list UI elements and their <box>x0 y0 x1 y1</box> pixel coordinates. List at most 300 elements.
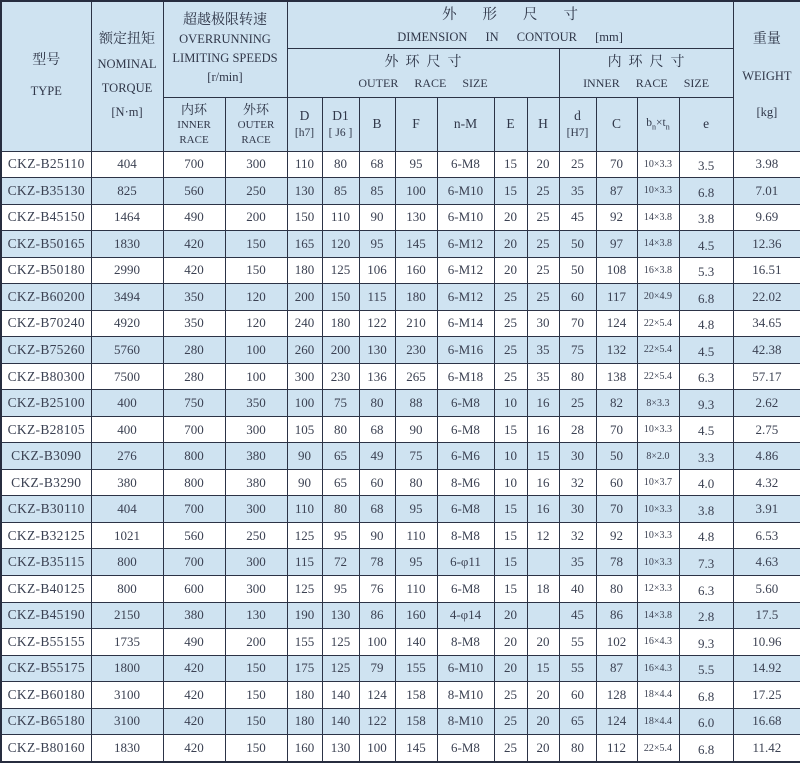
weight-cell: 16.68 <box>733 708 800 735</box>
bn_tn-cell: 18×4.4 <box>637 708 679 735</box>
col-header-inner-race-size <box>559 48 733 97</box>
n_M-cell: 6-M10 <box>437 178 494 205</box>
D1-cell: 65 <box>322 469 359 496</box>
type-cell: CKZ-B30110 <box>1 496 91 523</box>
bn_tn-cell: 16×4.3 <box>637 629 679 656</box>
inner_race_speed-cell: 350 <box>163 310 225 337</box>
table-row <box>1 576 800 603</box>
bn_tn-cell: 20×4.9 <box>637 284 679 311</box>
B-cell: 90 <box>359 204 395 231</box>
table-row <box>1 443 800 470</box>
bn_tn-cell: 22×5.4 <box>637 735 679 762</box>
e-cell: 7.3 <box>679 549 733 576</box>
E-cell: 25 <box>494 337 527 364</box>
B-cell: 100 <box>359 629 395 656</box>
n_M-cell: 8-M8 <box>437 629 494 656</box>
table-row <box>1 416 800 443</box>
d-cell: 55 <box>559 655 596 682</box>
E-cell: 20 <box>494 257 527 284</box>
table-body <box>1 151 800 762</box>
C-cell: 50 <box>596 443 637 470</box>
inner_race_speed-cell: 280 <box>163 337 225 364</box>
F-cell: 140 <box>395 629 437 656</box>
C-cell: 70 <box>596 416 637 443</box>
n_M-cell: 6-M16 <box>437 337 494 364</box>
type-cell: CKZ-B60200 <box>1 284 91 311</box>
speeds-label-cn: 超越极限转速 <box>183 13 267 29</box>
D-cell: 200 <box>287 284 322 311</box>
speeds-label-en1: OVERRUNNING <box>179 32 271 47</box>
H-cell: 16 <box>527 416 559 443</box>
table-row <box>1 735 800 762</box>
dimension-label-cn: 外形尺寸 <box>442 6 605 23</box>
outer_race_speed-cell: 300 <box>225 151 287 178</box>
e-cell: 4.8 <box>679 522 733 549</box>
D1-cell: 80 <box>322 496 359 523</box>
type-cell: CKZ-B70240 <box>1 310 91 337</box>
e-cell: 5.3 <box>679 257 733 284</box>
col-header-nM: n-M <box>437 97 494 151</box>
bn_tn-cell: 10×3.7 <box>637 469 679 496</box>
nominal_torque-cell: 3100 <box>91 682 163 709</box>
d-cell: 30 <box>559 496 596 523</box>
B-cell: 122 <box>359 310 395 337</box>
H-cell: 25 <box>527 257 559 284</box>
outer_race_speed-cell: 300 <box>225 496 287 523</box>
bn_tn-cell: 10×3.3 <box>637 178 679 205</box>
n_M-cell: 6-M8 <box>437 576 494 603</box>
E-cell: 25 <box>494 708 527 735</box>
type-cell: CKZ-B50180 <box>1 257 91 284</box>
D-cell: 105 <box>287 416 322 443</box>
col-header-speeds <box>163 1 287 97</box>
D1-cell: 85 <box>322 178 359 205</box>
e-cell: 3.3 <box>679 443 733 470</box>
weight-cell: 42.38 <box>733 337 800 364</box>
weight-cell: 3.91 <box>733 496 800 523</box>
B-cell: 106 <box>359 257 395 284</box>
B-cell: 85 <box>359 178 395 205</box>
D1-cell: 72 <box>322 549 359 576</box>
D-cell: 100 <box>287 390 322 417</box>
e-cell: 5.5 <box>679 655 733 682</box>
outer_race_speed-cell: 200 <box>225 204 287 231</box>
D-cell: 260 <box>287 337 322 364</box>
D-cell: 175 <box>287 655 322 682</box>
bn_tn-cell: 16×4.3 <box>637 655 679 682</box>
D-cell: 110 <box>287 151 322 178</box>
E-cell: 20 <box>494 629 527 656</box>
outer_race_speed-cell: 250 <box>225 178 287 205</box>
weight-unit: [kg] <box>756 105 778 120</box>
B-cell: 86 <box>359 602 395 629</box>
C-cell: 70 <box>596 496 637 523</box>
weight-cell: 6.53 <box>733 522 800 549</box>
outer_race_speed-cell: 150 <box>225 708 287 735</box>
H-cell: 25 <box>527 204 559 231</box>
e-cell: 4.0 <box>679 469 733 496</box>
H-cell: 35 <box>527 363 559 390</box>
nominal_torque-cell: 5760 <box>91 337 163 364</box>
F-cell: 160 <box>395 257 437 284</box>
D1-cell: 140 <box>322 682 359 709</box>
D-cell: 240 <box>287 310 322 337</box>
H-cell: 35 <box>527 337 559 364</box>
outer_race_speed-cell: 250 <box>225 522 287 549</box>
col-header-D1: D1 [ J6 ] <box>322 97 359 151</box>
weight-cell: 3.98 <box>733 151 800 178</box>
outer_race_speed-cell: 150 <box>225 735 287 762</box>
col-header-C: C <box>596 97 637 151</box>
inner_race_speed-cell: 700 <box>163 496 225 523</box>
bn_tn-cell: 10×3.3 <box>637 549 679 576</box>
D-cell: 90 <box>287 469 322 496</box>
D-cell: 110 <box>287 496 322 523</box>
type-cell: CKZ-B60180 <box>1 682 91 709</box>
bn_tn-cell: 22×5.4 <box>637 337 679 364</box>
e-cell: 6.8 <box>679 178 733 205</box>
D-cell: 115 <box>287 549 322 576</box>
col-header-H: H <box>527 97 559 151</box>
d-cell: 60 <box>559 284 596 311</box>
e-cell: 6.0 <box>679 708 733 735</box>
C-cell: 117 <box>596 284 637 311</box>
F-cell: 110 <box>395 576 437 603</box>
weight-cell: 2.75 <box>733 416 800 443</box>
speeds-unit: [r/min] <box>207 70 243 85</box>
type-cell: CKZ-B3090 <box>1 443 91 470</box>
bn_tn-cell: 14×3.8 <box>637 231 679 258</box>
inner_race_speed-cell: 800 <box>163 469 225 496</box>
C-cell: 78 <box>596 549 637 576</box>
type-cell: CKZ-B55175 <box>1 655 91 682</box>
d-cell: 55 <box>559 629 596 656</box>
e-cell: 6.8 <box>679 682 733 709</box>
D1-cell: 75 <box>322 390 359 417</box>
inner_race_speed-cell: 700 <box>163 151 225 178</box>
torque-label-en1: NOMINAL <box>97 57 157 72</box>
C-cell: 124 <box>596 708 637 735</box>
nominal_torque-cell: 1735 <box>91 629 163 656</box>
D1-cell: 180 <box>322 310 359 337</box>
n_M-cell: 8-M10 <box>437 708 494 735</box>
d-cell: 70 <box>559 310 596 337</box>
D1-cell: 130 <box>322 602 359 629</box>
e-cell: 4.5 <box>679 416 733 443</box>
d-cell: 60 <box>559 682 596 709</box>
outer_race_speed-cell: 150 <box>225 655 287 682</box>
D1-cell: 95 <box>322 576 359 603</box>
bn_tn-cell: 16×3.8 <box>637 257 679 284</box>
B-cell: 78 <box>359 549 395 576</box>
D1-cell: 140 <box>322 708 359 735</box>
nominal_torque-cell: 7500 <box>91 363 163 390</box>
inner_race_speed-cell: 420 <box>163 735 225 762</box>
E-cell: 15 <box>494 496 527 523</box>
col-header-dimension <box>287 1 733 48</box>
d-cell: 30 <box>559 443 596 470</box>
n_M-cell: 4-φ14 <box>437 602 494 629</box>
n_M-cell: 6-M10 <box>437 655 494 682</box>
D-cell: 165 <box>287 231 322 258</box>
C-cell: 97 <box>596 231 637 258</box>
n_M-cell: 8-M10 <box>437 682 494 709</box>
D-cell: 160 <box>287 735 322 762</box>
weight-cell: 4.63 <box>733 549 800 576</box>
inner_race_speed-cell: 600 <box>163 576 225 603</box>
H-cell: 30 <box>527 310 559 337</box>
C-cell: 87 <box>596 178 637 205</box>
D-cell: 190 <box>287 602 322 629</box>
D1-cell: 65 <box>322 443 359 470</box>
d-cell: 35 <box>559 178 596 205</box>
outer_race_speed-cell: 150 <box>225 257 287 284</box>
inner-size-label-cn: 内环尺寸 <box>607 55 692 70</box>
n_M-cell: 6-M18 <box>437 363 494 390</box>
e-cell: 9.3 <box>679 629 733 656</box>
e-cell: 3.8 <box>679 496 733 523</box>
C-cell: 80 <box>596 576 637 603</box>
inner-race-label-en1: INNER <box>177 118 211 131</box>
inner_race_speed-cell: 560 <box>163 178 225 205</box>
outer-size-label-en: OUTER RACE SIZE <box>358 76 488 90</box>
D-cell: 90 <box>287 443 322 470</box>
col-header-D: D [h7] <box>287 97 322 151</box>
E-cell: 10 <box>494 443 527 470</box>
bn_tn-cell: 8×3.3 <box>637 390 679 417</box>
table-row <box>1 151 800 178</box>
inner_race_speed-cell: 420 <box>163 655 225 682</box>
outer_race_speed-cell: 300 <box>225 576 287 603</box>
col-header-d: d [H7] <box>559 97 596 151</box>
type-cell: CKZ-B45150 <box>1 204 91 231</box>
E-cell: 10 <box>494 469 527 496</box>
F-cell: 130 <box>395 204 437 231</box>
weight-cell: 57.17 <box>733 363 800 390</box>
D1-cell: 200 <box>322 337 359 364</box>
C-cell: 112 <box>596 735 637 762</box>
nominal_torque-cell: 404 <box>91 496 163 523</box>
n_M-cell: 6-M8 <box>437 496 494 523</box>
table-row <box>1 522 800 549</box>
B-cell: 68 <box>359 151 395 178</box>
F-cell: 110 <box>395 522 437 549</box>
D1-cell: 80 <box>322 416 359 443</box>
col-header-type <box>1 1 91 151</box>
e-cell: 6.8 <box>679 284 733 311</box>
F-cell: 95 <box>395 151 437 178</box>
outer_race_speed-cell: 150 <box>225 231 287 258</box>
d-cell: 80 <box>559 735 596 762</box>
type-cell: CKZ-B28105 <box>1 416 91 443</box>
outer_race_speed-cell: 200 <box>225 629 287 656</box>
E-cell: 25 <box>494 310 527 337</box>
type-cell: CKZ-B80300 <box>1 363 91 390</box>
type-cell: CKZ-B25110 <box>1 151 91 178</box>
type-label-cn: 型号 <box>32 53 61 69</box>
d-cell: 28 <box>559 416 596 443</box>
inner_race_speed-cell: 490 <box>163 629 225 656</box>
table-row <box>1 231 800 258</box>
nominal_torque-cell: 380 <box>91 469 163 496</box>
bn_tn-cell: 12×3.3 <box>637 576 679 603</box>
nominal_torque-cell: 800 <box>91 549 163 576</box>
n_M-cell: 8-M6 <box>437 469 494 496</box>
F-cell: 158 <box>395 682 437 709</box>
E-cell: 15 <box>494 522 527 549</box>
F-cell: 158 <box>395 708 437 735</box>
weight-cell: 34.65 <box>733 310 800 337</box>
bn_tn-cell: 14×3.8 <box>637 602 679 629</box>
col-header-torque <box>91 1 163 151</box>
D1-cell: 125 <box>322 257 359 284</box>
type-cell: CKZ-B35115 <box>1 549 91 576</box>
table-row <box>1 363 800 390</box>
H-cell: 25 <box>527 284 559 311</box>
F-cell: 230 <box>395 337 437 364</box>
F-cell: 145 <box>395 231 437 258</box>
e-cell: 4.8 <box>679 310 733 337</box>
bn_tn-cell: 10×3.3 <box>637 496 679 523</box>
outer_race_speed-cell: 350 <box>225 390 287 417</box>
D1-cell: 125 <box>322 655 359 682</box>
D1-cell: 110 <box>322 204 359 231</box>
nominal_torque-cell: 3100 <box>91 708 163 735</box>
H-cell: 20 <box>527 629 559 656</box>
n_M-cell: 6-φ11 <box>437 549 494 576</box>
inner_race_speed-cell: 280 <box>163 363 225 390</box>
n_M-cell: 6-M12 <box>437 231 494 258</box>
outer_race_speed-cell: 380 <box>225 469 287 496</box>
E-cell: 15 <box>494 151 527 178</box>
B-cell: 49 <box>359 443 395 470</box>
n_M-cell: 6-M12 <box>437 284 494 311</box>
D-cell: 130 <box>287 178 322 205</box>
B-cell: 122 <box>359 708 395 735</box>
H-cell: 16 <box>527 469 559 496</box>
D-cell: 180 <box>287 257 322 284</box>
n_M-cell: 8-M8 <box>437 522 494 549</box>
n_M-cell: 6-M8 <box>437 416 494 443</box>
table-row <box>1 602 800 629</box>
col-header-inner-race-speed <box>163 97 225 151</box>
nominal_torque-cell: 276 <box>91 443 163 470</box>
C-cell: 60 <box>596 469 637 496</box>
C-cell: 128 <box>596 682 637 709</box>
weight-cell: 14.92 <box>733 655 800 682</box>
H-cell <box>527 602 559 629</box>
col-header-F: F <box>395 97 437 151</box>
d-cell: 25 <box>559 390 596 417</box>
type-label-en: TYPE <box>30 84 62 99</box>
nominal_torque-cell: 4920 <box>91 310 163 337</box>
n_M-cell: 6-M12 <box>437 257 494 284</box>
H-cell: 25 <box>527 231 559 258</box>
table-row <box>1 337 800 364</box>
weight-cell: 9.69 <box>733 204 800 231</box>
E-cell: 25 <box>494 363 527 390</box>
table-row <box>1 257 800 284</box>
col-header-outer-race-size <box>287 48 559 97</box>
weight-cell: 11.42 <box>733 735 800 762</box>
E-cell: 20 <box>494 231 527 258</box>
bn_tn-cell: 22×5.4 <box>637 363 679 390</box>
E-cell: 25 <box>494 682 527 709</box>
outer_race_speed-cell: 380 <box>225 443 287 470</box>
B-cell: 124 <box>359 682 395 709</box>
n_M-cell: 6-M8 <box>437 151 494 178</box>
type-cell: CKZ-B32125 <box>1 522 91 549</box>
inner_race_speed-cell: 560 <box>163 522 225 549</box>
type-cell: CKZ-B55155 <box>1 629 91 656</box>
bn_tn-cell: 10×3.3 <box>637 151 679 178</box>
d-cell: 45 <box>559 204 596 231</box>
C-cell: 92 <box>596 204 637 231</box>
F-cell: 90 <box>395 416 437 443</box>
type-cell: CKZ-B50165 <box>1 231 91 258</box>
outer-race-label-en2: RACE <box>241 133 271 146</box>
col-header-bn-tn: $b_n\times t_n$ <box>637 97 679 151</box>
table-row <box>1 496 800 523</box>
e-cell: 4.5 <box>679 231 733 258</box>
C-cell: 138 <box>596 363 637 390</box>
outer_race_speed-cell: 300 <box>225 416 287 443</box>
E-cell: 20 <box>494 602 527 629</box>
outer-size-label-cn: 外环尺寸 <box>384 55 469 70</box>
type-cell: CKZ-B3290 <box>1 469 91 496</box>
bn_tn-cell: 10×3.3 <box>637 416 679 443</box>
d-cell: 35 <box>559 549 596 576</box>
e-cell: 3.8 <box>679 204 733 231</box>
inner_race_speed-cell: 700 <box>163 416 225 443</box>
bn_tn-cell: 8×2.0 <box>637 443 679 470</box>
D1-cell: 230 <box>322 363 359 390</box>
type-cell: CKZ-B65180 <box>1 708 91 735</box>
table-row <box>1 204 800 231</box>
H-cell: 20 <box>527 682 559 709</box>
table-row <box>1 469 800 496</box>
F-cell: 145 <box>395 735 437 762</box>
H-cell: 16 <box>527 390 559 417</box>
weight-label-cn: 重量 <box>752 32 781 48</box>
e-cell: 4.5 <box>679 337 733 364</box>
weight-cell: 4.86 <box>733 443 800 470</box>
C-cell: 82 <box>596 390 637 417</box>
nominal_torque-cell: 404 <box>91 151 163 178</box>
D1-cell: 95 <box>322 522 359 549</box>
D1-cell: 150 <box>322 284 359 311</box>
E-cell: 25 <box>494 284 527 311</box>
n_M-cell: 6-M8 <box>437 735 494 762</box>
E-cell: 15 <box>494 549 527 576</box>
col-header-weight <box>733 1 800 151</box>
col-header-e: e <box>679 97 733 151</box>
F-cell: 95 <box>395 496 437 523</box>
weight-label-en: WEIGHT <box>742 69 792 84</box>
outer-race-label-cn: 外环 <box>242 101 269 117</box>
B-cell: 136 <box>359 363 395 390</box>
F-cell: 180 <box>395 284 437 311</box>
nominal_torque-cell: 1800 <box>91 655 163 682</box>
E-cell: 25 <box>494 735 527 762</box>
inner_race_speed-cell: 700 <box>163 549 225 576</box>
B-cell: 76 <box>359 576 395 603</box>
D-cell: 300 <box>287 363 322 390</box>
table-row <box>1 682 800 709</box>
inner_race_speed-cell: 420 <box>163 231 225 258</box>
C-cell: 87 <box>596 655 637 682</box>
B-cell: 95 <box>359 231 395 258</box>
